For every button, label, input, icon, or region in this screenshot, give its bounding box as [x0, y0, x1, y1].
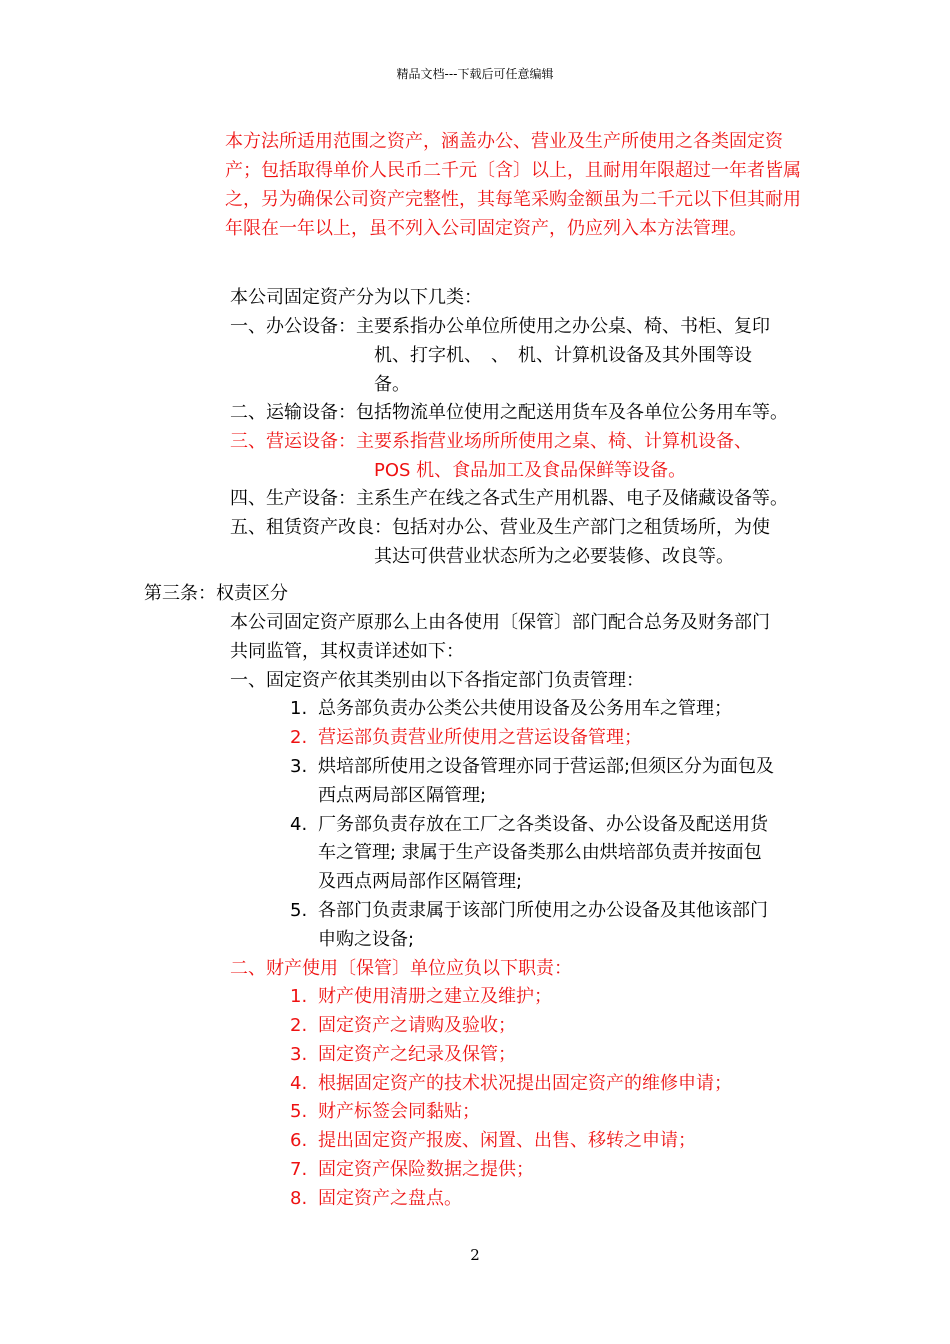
class-transport-line-1: 二、运输设备：包括物流单位使用之配送用货车及各单位公务用车等。 — [230, 402, 788, 423]
section2-item-6-text: 提出固定资产报废、闲置、出售、移转之申请； — [318, 1130, 696, 1151]
class-lease-line-2: 其达可供营业状态所为之必要装修、改良等。 — [374, 546, 734, 567]
scope-paragraph: 本方法所适用范围之资产，涵盖办公、营业及生产所使用之各类固定资产；包括取得单价人民币二千元〔含〕以上，且耐用年限超过一年者皆属之，另为确保公司资产完整性，其每笔采购金额虽为二千元以下但其耐用年限在一年以上，虽不列入公司固定资产，仍应列入本方法管理。 — [225, 131, 801, 239]
section1-item-1-num: 1. — [290, 698, 308, 719]
article3-intro-line-1: 本公司固定资产原那么上由各使用〔保管〕部门配合总务及财务部门 — [230, 612, 770, 633]
section2-item-3-num: 3. — [290, 1044, 308, 1065]
section1-item-5-num: 5. — [290, 900, 308, 921]
section2-item-8-text: 固定资产之盘点。 — [318, 1188, 462, 1209]
section2-item-8-num: 8. — [290, 1188, 308, 1209]
section1-item-4-line-3: 及西点两局部作区隔管理; — [318, 871, 523, 892]
section2-item-1-text: 财产使用清册之建立及维护； — [318, 986, 552, 1007]
section2-item-5-num: 5. — [290, 1101, 308, 1122]
section1-item-4-num: 4. — [290, 814, 308, 835]
section1-item-2-num: 2. — [290, 727, 308, 748]
class-production-line-1: 四、生产设备：主系生产在线之各式生产用机器、电子及储藏设备等。 — [230, 488, 788, 509]
class-operation-line-2: POS 机、食品加工及食品保鲜等设备。 — [374, 460, 687, 481]
section2-item-2-text: 固定资产之请购及验收； — [318, 1015, 516, 1036]
section2-item-4-num: 4. — [290, 1073, 308, 1094]
section1-item-4-line-2: 车之管理; 隶属于生产设备类那么由烘培部负责并按面包 — [318, 842, 762, 863]
section2-item-7-text: 固定资产保险数据之提供； — [318, 1159, 534, 1180]
section2-item-7-num: 7. — [290, 1159, 308, 1180]
classification-intro: 本公司固定资产分为以下几类： — [230, 287, 482, 308]
section1-title: 一、固定资产依其类别由以下各指定部门负责管理： — [230, 670, 644, 691]
section1-item-3-line-1: 烘培部所使用之设备管理亦同于营运部;但须区分为面包及 — [318, 756, 775, 777]
article3-intro-line-2: 共同监管，其权责详述如下： — [230, 641, 464, 662]
page-number: 2 — [470, 1246, 480, 1264]
class-office-line-3: 备。 — [374, 374, 410, 395]
section1-item-1-line-1: 总务部负责办公类公共使用设备及公务用车之管理； — [318, 698, 732, 719]
section2-item-4-text: 根据固定资产的技术状况提出固定资产的维修申请； — [318, 1073, 732, 1094]
class-lease-line-1: 五、租赁资产改良：包括对办公、营业及生产部门之租赁场所，为使 — [230, 517, 770, 538]
section1-item-3-num: 3. — [290, 756, 308, 777]
section1-item-5-line-2: 申购之设备; — [318, 929, 415, 950]
class-office-line-1: 一、办公设备：主要系指办公单位所使用之办公桌、椅、书柜、复印 — [230, 316, 770, 337]
section2-item-1-num: 1. — [290, 986, 308, 1007]
class-operation-line-1: 三、营运设备：主要系指营业场所所使用之桌、椅、计算机设备、 — [230, 431, 752, 452]
section1-item-4-line-1: 厂务部负责存放在工厂之各类设备、办公设备及配送用货 — [318, 814, 768, 835]
section2-item-3-text: 固定资产之纪录及保管； — [318, 1044, 516, 1065]
section2-item-5-text: 财产标签会同黏贴； — [318, 1101, 480, 1122]
section2-item-6-num: 6. — [290, 1130, 308, 1151]
class-office-line-2: 机、打字机、 、 机、计算机设备及其外围等设 — [374, 345, 752, 366]
article3-heading: 第三条：权责区分 — [144, 583, 288, 604]
section1-item-2-line-1: 营运部负责营业所使用之营运设备管理； — [318, 727, 642, 748]
section1-item-5-line-1: 各部门负责隶属于该部门所使用之办公设备及其他该部门 — [318, 900, 768, 921]
section1-item-3-line-2: 西点两局部区隔管理; — [318, 785, 487, 806]
section2-title: 二、财产使用〔保管〕单位应负以下职责： — [230, 958, 572, 979]
page-header: 精品文档---下载后可任意编辑 — [396, 67, 554, 81]
section2-item-2-num: 2. — [290, 1015, 308, 1036]
